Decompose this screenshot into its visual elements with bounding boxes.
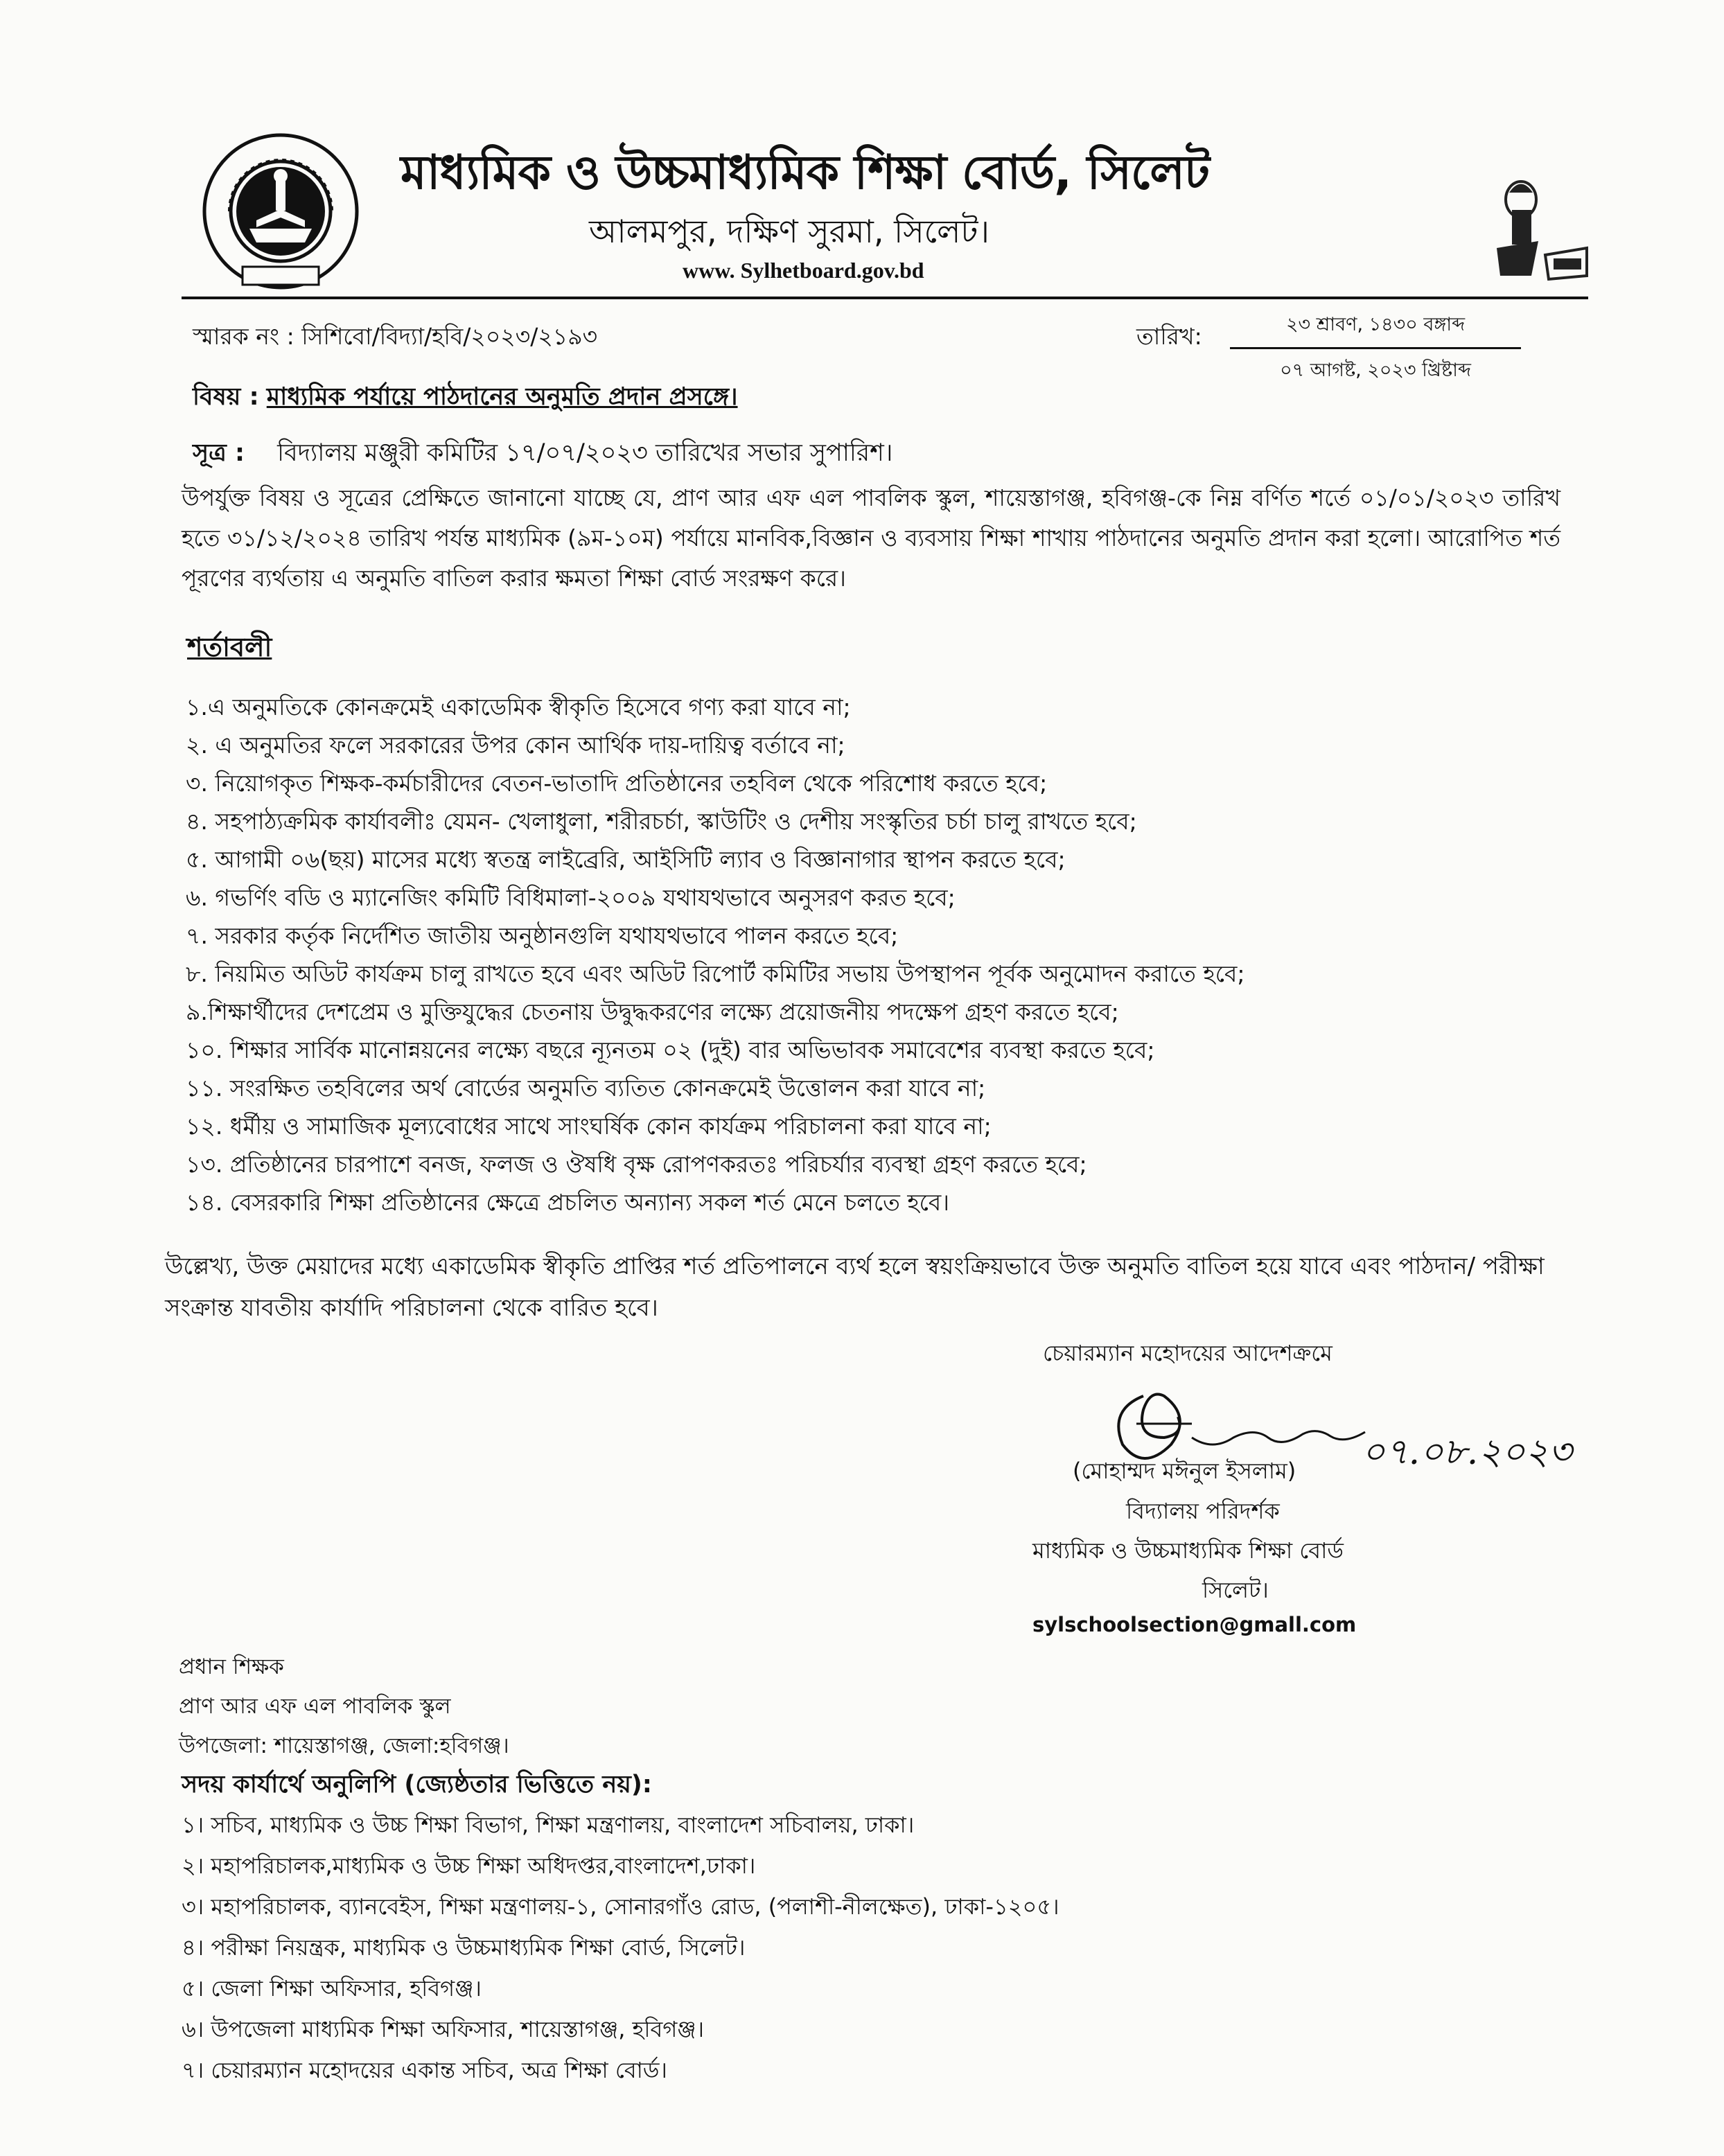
date-gregorian: ০৭ আগষ্ট, ২০২৩ খ্রিষ্টাব্দ — [1280, 360, 1471, 381]
copy-item: ১। সচিব, মাধ্যমিক ও উচ্চ শিক্ষা বিভাগ, শিক্ষা মন্ত্রণালয়, বাংলাদেশ সচিবালয়, ঢাকা। — [182, 1812, 915, 1838]
copy-item: ৭। চেয়ারম্যান মহোদয়ের একান্ত সচিব, অত্র শিক্ষা বোর্ড। — [182, 2057, 667, 2083]
source-line — [193, 434, 892, 475]
subject-text: মাধ্যমিক পর্যায়ে পাঠদানের অনুমতি প্রদান প্রসঙ্গে। — [266, 383, 738, 411]
condition-item: ৫. আগামী ০৬(ছয়) মাসের মধ্যে স্বতন্ত্র লাইব্রেরি, আইসিটি ল্যাব ও বিজ্ঞানাগার স্থাপন করতে হবে; — [186, 846, 1066, 873]
date-label: তারিখ: — [1136, 323, 1202, 350]
condition-item: ৩. নিয়োগকৃত শিক্ষক-কর্মচারীদের বেতন-ভাতাদি প্রতিষ্ঠানের তহবিল থেকে পরিশোধ করতে হবে; — [186, 770, 1048, 797]
source-text: বিদ্যালয় মঞ্জুরী কমিটির ১৭/০৭/২০২৩ তারিখের সভার সুপারিশ। — [277, 439, 893, 467]
copy-item: ২। মহাপরিচালক,মাধ্যমিক ও উচ্চ শিক্ষা অধিদপ্তর,বাংলাদেশ,ঢাকা। — [182, 1853, 756, 1879]
copy-item: ৫। জেলা শিক্ষা অফিসার, হবিগঞ্জ। — [182, 1975, 482, 2002]
copy-item: ৩। মহাপরিচালক, ব্যানবেইস, শিক্ষা মন্ত্রণালয়-১, সোনারগাঁও রোড, (পলাশী-নীলক্ষেত), ঢাকা-১২০৫। — [182, 1893, 1059, 1920]
condition-item: ১.এ অনুমতিকে কোনক্রমেই একাডেমিক স্বীকৃতি হিসেবে গণ্য করা যাবে না; — [186, 693, 851, 721]
source-label: সূত্র : — [193, 439, 245, 467]
condition-item: ১০. শিক্ষার সার্বিক মানোন্নয়নের লক্ষ্যে বছরে ন্যূনতম ০২ (দুই) বার অভিভাবক সমাবেশের ব্যবস্থা করতে হবে; — [186, 1036, 1155, 1063]
recipient-block — [179, 1647, 509, 1766]
note-paragraph: উল্লেখ্য, উক্ত মেয়াদের মধ্যে একাডেমিক স্বীকৃতি প্রাপ্তির শর্ত প্রতিপালনে ব্যর্থ হলে স্বয়ংক্রিয়ভাবে উক্ত অনুমতি বাতিল হয়ে যাবে এবং পাঠদান/ পরীক্ষা সংক্রান্ত যাবতীয় কার্যাদি পরিচালনা থেকে বারিত হবে। — [165, 1253, 1545, 1322]
signatory-email: sylschoolsection@gmall.com — [1032, 1613, 1357, 1636]
conditions-heading: শর্তাবলী — [187, 632, 272, 662]
recipient-location: উপজেলা: শায়েস্তাগঞ্জ, জেলা:হবিগঞ্জ। — [179, 1733, 509, 1758]
conditions-list — [186, 690, 1572, 1223]
subject-label: বিষয় : — [193, 383, 259, 411]
condition-item: ৪. সহপাঠ্যক্রমিক কার্যাবলীঃ যেমন- খেলাধুলা, শরীরচর্চা, স্কাউটিং ও দেশীয় সংস্কৃতির চর্চা চালু রাখতে হবে; — [186, 808, 1137, 835]
condition-item: ৭. সরকার কর্তৃক নির্দেশিত জাতীয় অনুষ্ঠানগুলি যথাযথভাবে পালন করতে হবে; — [186, 922, 899, 949]
condition-item: ১২. ধর্মীয় ও সামাজিক মূল্যবোধের সাথে সাংঘর্ষিক কোন কার্যক্রম পরিচালনা করা যাবে না; — [186, 1113, 992, 1140]
signatory-city: সিলেট। — [1202, 1577, 1269, 1603]
board-address: আলমপুর, দক্ষিণ সুরমা, সিলেট। — [589, 213, 989, 250]
order-line: চেয়ারম্যান মহোদয়ের আদেশক্রমে — [1043, 1340, 1332, 1366]
copies-list — [182, 1806, 1059, 2092]
signatory-designation: বিদ্যালয় পরিদর্শক — [1126, 1498, 1280, 1524]
handwritten-date: ০৭.০৮.২০২৩ — [1362, 1431, 1572, 1473]
board-seal-logo — [201, 132, 360, 291]
body-paragraph: উপর্যুক্ত বিষয় ও সূত্রের প্রেক্ষিতে জানানো যাচ্ছে যে, প্রাণ আর এফ এল পাবলিক স্কুল, শায়েস্তাগঞ্জ, হবিগঞ্জ-কে নিম্ন বর্ণিত শর্তে ০১/০১/২০২৩ তারিখ হতে ৩১/১২/২০২৪ তারিখ পর্যন্ত মাধ্যমিক (৯ম-১০ম) পর্যায়ে মানবিক,বিজ্ঞান ও ব্যবসায় শিক্ষা শাখায় পাঠদানের অনুমতি প্রদান করা হলো। আরোপিত শর্ত পূরণের ব্যর্থতায় এ অনুমতি বাতিল করার ক্ষমতা শিক্ষা বোর্ড সংরক্ষণ করে। — [182, 484, 1560, 592]
header-divider — [182, 297, 1588, 299]
copies-heading: সদয় কার্যার্থে অনুলিপি (জ্যেষ্ঠতার ভিত্তিতে নয়): — [182, 1771, 652, 1799]
recipient-school: প্রাণ আর এফ এল পাবলিক স্কুল — [179, 1694, 451, 1719]
memo-number: স্মারক নং : সিশিবো/বিদ্যা/হবি/২০২৩/২১৯৩ — [193, 323, 598, 350]
condition-item: ১১. সংরক্ষিত তহবিলের অর্থ বোর্ডের অনুমতি ব্যতিত কোনক্রমেই উত্তোলন করা যাবে না; — [186, 1075, 986, 1102]
condition-item: ৬. গভর্ণিং বডি ও ম্যানেজিং কমিটি বিধিমালা-২০০৯ যথাযথভাবে অনুসরণ করত হবে; — [186, 884, 956, 911]
subject-line — [193, 378, 738, 418]
signatory-organization: মাধ্যমিক ও উচ্চমাধ্যমিক শিক্ষা বোর্ড — [1032, 1537, 1344, 1564]
condition-item: ৯.শিক্ষার্থীদের দেশপ্রেম ও মুক্তিযুদ্ধের চেতনায় উদ্বুদ্ধকরণের লক্ষ্যে প্রয়োজনীয় পদক্ষেপ গ্রহণ করতে হবে; — [186, 998, 1119, 1025]
copy-item: ৪। পরীক্ষা নিয়ন্ত্রক, মাধ্যমিক ও উচ্চমাধ্যমিক শিক্ষা বোর্ড, সিলেট। — [182, 1934, 746, 1961]
condition-item: ১৪. বেসরকারি শিক্ষা প্রতিষ্ঠানের ক্ষেত্রে প্রচলিত অন্যান্য সকল শর্ত মেনে চলতে হবে। — [186, 1189, 950, 1216]
condition-item: ৮. নিয়মিত অডিট কার্যক্রম চালু রাখতে হবে এবং অডিট রিপোর্ট কমিটির সভায় উপস্থাপন পূর্বক অনুমোদন করাতে হবে; — [186, 960, 1245, 987]
board-title: মাধ্যমিক ও উচ্চমাধ্যমিক শিক্ষা বোর্ড, সিলেট — [401, 145, 1210, 200]
recipient-title: প্রধান শিক্ষক — [179, 1654, 284, 1679]
condition-item: ২. এ অনুমতির ফলে সরকারের উপর কোন আর্থিক দায়-দায়িত্ব বর্তাবে না; — [186, 732, 845, 759]
portrait-emblem — [1490, 172, 1594, 283]
date-bangla: ২৩ শ্রাবণ, ১৪৩০ বঙ্গাব্দ — [1230, 310, 1521, 349]
board-website: www. Sylhetboard.gov.bd — [683, 258, 924, 283]
copy-item: ৬। উপজেলা মাধ্যমিক শিক্ষা অফিসার, শায়েস্তাগঞ্জ, হবিগঞ্জ। — [182, 2016, 705, 2042]
date-box — [1230, 310, 1521, 387]
signatory-name: (মোহাম্মদ মঈনুল ইসলাম) — [1073, 1458, 1296, 1484]
condition-item: ১৩. প্রতিষ্ঠানের চারপাশে বনজ, ফলজ ও ঔষধি বৃক্ষ রোপণকরতঃ পরিচর্যার ব্যবস্থা গ্রহণ করতে হবে; — [186, 1151, 1087, 1178]
